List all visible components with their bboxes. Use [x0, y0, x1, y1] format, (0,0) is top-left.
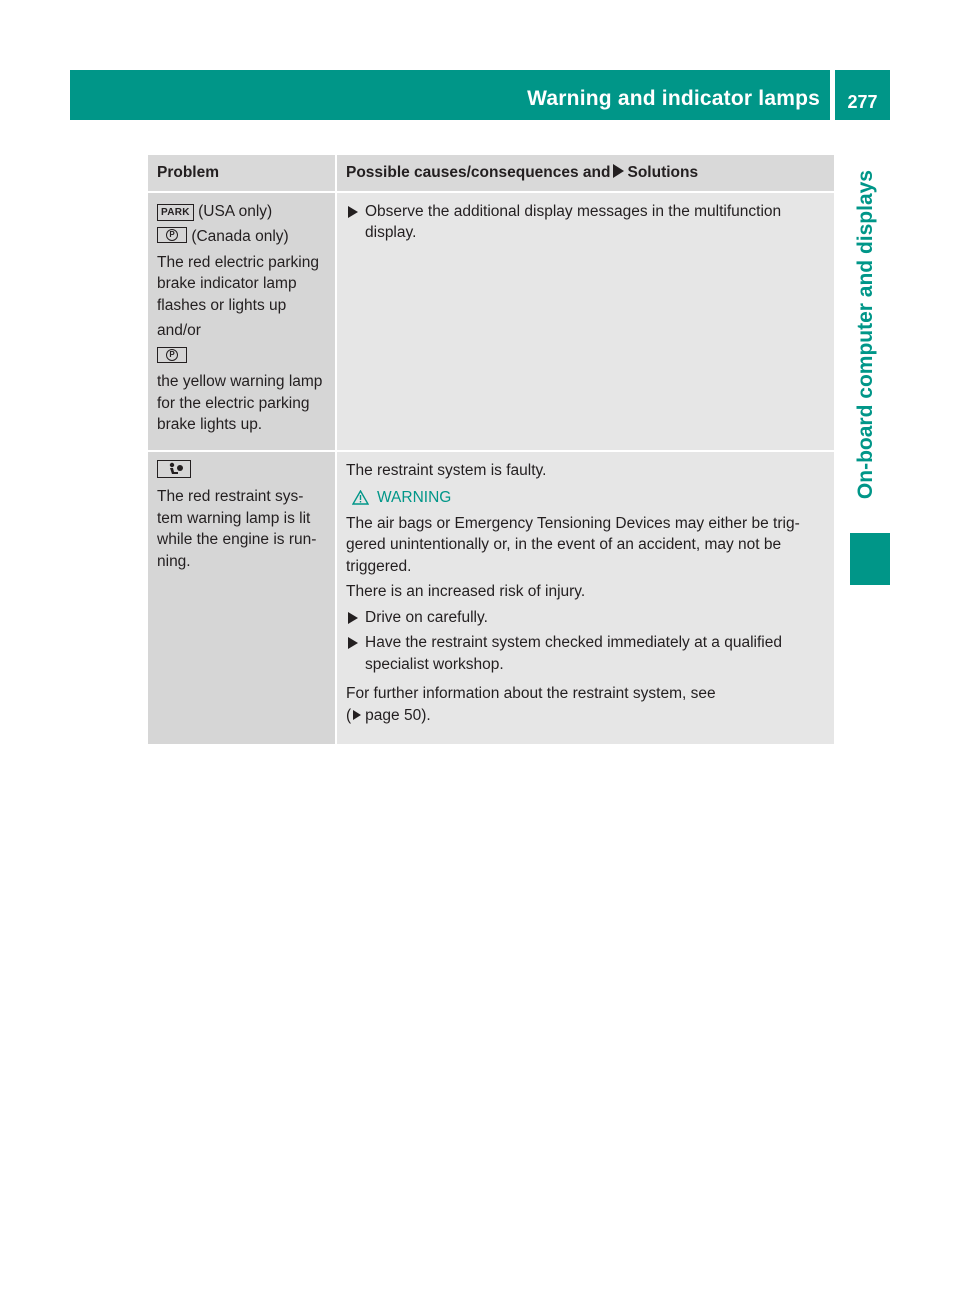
arrow-icon [348, 637, 358, 649]
solution-step [346, 607, 826, 629]
further-info: For further information about the restraint system, see ( page 50). [346, 685, 716, 724]
parking-brake-icon: P [157, 227, 187, 243]
col-header-causes: Possible causes/consequences and [346, 164, 611, 181]
table-header-row [148, 155, 834, 192]
warning-triangle-icon [352, 490, 369, 505]
problem-cell [148, 451, 336, 745]
arrow-icon [348, 206, 358, 218]
usa-only-label: (USA only) [198, 202, 273, 220]
solution-text: Observe the additional display messages in the multifunction display. [365, 202, 782, 241]
page-reference-link[interactable]: page 50). [365, 706, 431, 724]
col-header-problem: Problem [148, 155, 336, 192]
and-or-text: and/or [157, 322, 201, 339]
arrow-icon [348, 612, 358, 624]
col-header-solutions-label: Solutions [627, 164, 699, 181]
warning-label: WARNING [377, 489, 452, 506]
header-bar [70, 70, 830, 120]
page-title: Warning and indicator lamps [527, 87, 820, 110]
further-info-text: For further information about the restraint system, see [346, 685, 716, 702]
warning-heading [352, 487, 826, 509]
side-chapter-tab [841, 120, 890, 525]
risk-text: There is an increased risk of injury. [346, 583, 586, 600]
solution-cell [336, 192, 834, 451]
col-header-solutions [336, 155, 834, 192]
warning-text: The air bags or Emergency Tensioning Devices may either be trig-gered unintentionally or, in the event of an accident, may not be triggered. [346, 514, 800, 575]
page-number: 277 [835, 70, 890, 120]
page-ref-arrow-icon [353, 710, 361, 720]
park-lamp-icon: PARK [157, 204, 194, 221]
cause-text: The restraint system is faulty. [346, 461, 547, 479]
step-have-checked: Have the restraint system checked immediately at a qualified specialist workshop. [365, 634, 782, 673]
side-chapter-label: On-board computer and displays [853, 170, 877, 500]
yellow-lamp-line [157, 346, 327, 368]
solution-cell [336, 451, 834, 745]
parking-brake-warning-icon: P [157, 347, 187, 363]
airbag-warning-icon [157, 460, 191, 478]
side-chapter-marker [850, 533, 890, 585]
step-drive-on: Drive on carefully. [365, 608, 488, 626]
restraint-lamp-line [157, 460, 327, 483]
solution-step [346, 632, 826, 675]
solution-step [346, 201, 826, 244]
problem-table [148, 155, 834, 744]
problem-desc-red: The red electric parking brake indicator lamp flashes or lights up [157, 253, 319, 314]
table-row [148, 192, 834, 451]
problem-cell [148, 192, 336, 451]
canada-line [157, 226, 327, 248]
table-row [148, 451, 834, 745]
problem-desc-restraint: The red restraint sys-tem warning lamp is lit while the engine is run-ning. [157, 488, 317, 570]
canada-only-label: (Canada only) [191, 228, 289, 245]
problem-desc-yellow: the yellow warning lamp for the electric parking brake lights up. [157, 373, 323, 433]
arrow-icon [613, 164, 624, 178]
park-line [157, 201, 327, 223]
